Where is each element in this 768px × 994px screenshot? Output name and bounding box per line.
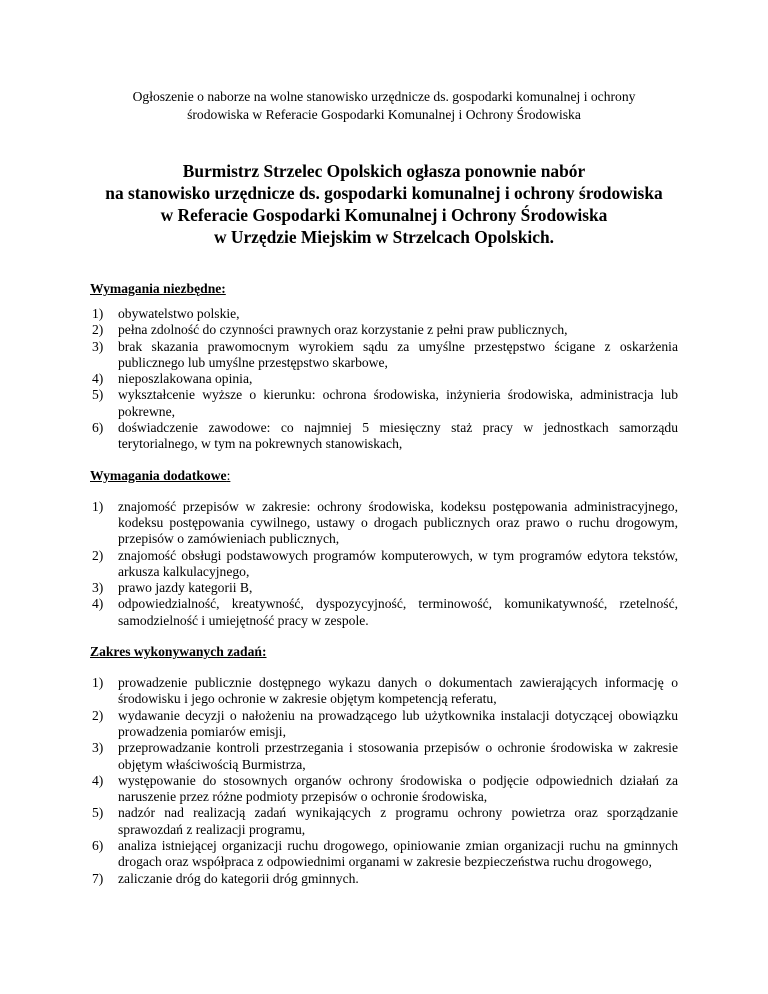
list-item: [90, 371, 678, 387]
list-item-text: wydawanie decyzji o nałożeniu na prowadzącego lub użytkownika instalacji dotyczącej obowiązku prowadzenia pomiarów emisji,: [118, 707, 678, 739]
list-item: [90, 387, 678, 420]
list-item: [90, 548, 678, 581]
main-title-line-1: Burmistrz Strzelec Opolskich ogłasza ponownie nabór: [182, 161, 586, 181]
list-item: [90, 708, 678, 741]
list-item-number: 6): [92, 838, 104, 854]
list-item: [90, 805, 678, 838]
announcement-heading: [78, 88, 690, 124]
list-item-number: 2): [92, 707, 104, 723]
list-item-number: 7): [92, 870, 104, 886]
announcement-heading-line-2: środowiska w Referacie Gospodarki Komunalnej i Ochrony Środowiska: [187, 107, 581, 122]
list-item: [90, 740, 678, 773]
list-item-text: obywatelstwo polskie,: [118, 306, 240, 321]
section-heading-additional: [90, 467, 678, 485]
section-heading-duties: [90, 643, 678, 661]
list-item-number: 3): [92, 740, 104, 756]
list-item: [90, 420, 678, 453]
section-heading-additional-colon: :: [226, 467, 231, 483]
list-item-text: występowanie do stosownych organów ochrony środowiska o podjęcie odpowiednich działań za naruszenie przez różne podmioty przepisów o ochronie środowiska,: [118, 772, 678, 805]
section-heading-additional-text: Wymagania dodatkowe: [90, 467, 227, 483]
list-item-number: 4): [92, 596, 104, 612]
list-item-text: doświadczenie zawodowe: co najmniej 5 miesięczny staż pracy w jednostkach samorządu terytorialnego, w tym na pokrewnych stanowiskach,: [118, 420, 678, 452]
list-item-text: zaliczanie dróg do kategorii dróg gminnych.: [118, 870, 359, 886]
list-item-text: nieposzlakowana opinia,: [118, 371, 253, 387]
list-item-text: znajomość przepisów w zakresie: ochrony środowiska, kodeksu postępowania administracyjnego, kodeksu postępowania cywilnego, ustawy o drogach publicznych oraz prawo o ruchu drogowym, przepisów o zamówieniach publicznych,: [118, 498, 678, 547]
list-item-number: 6): [92, 420, 104, 436]
main-title-line-2: na stanowisko urzędnicze ds. gospodarki komunalnej i ochrony środowiska: [105, 183, 663, 203]
list-item: [90, 675, 678, 708]
list-item-number: 4): [92, 371, 104, 387]
list-item: [90, 871, 678, 887]
list-item: [90, 773, 678, 806]
list-item: [90, 838, 678, 871]
announcement-heading-line-1: Ogłoszenie o naborze na wolne stanowisko urzędnicze ds. gospodarki komunalnej i ochrony: [132, 89, 636, 104]
section-heading-required-text: Wymagania niezbędne:: [90, 281, 226, 296]
list-item-number: 3): [92, 338, 104, 354]
list-item-text: przeprowadzanie kontroli przestrzegania i stosowania przepisów o ochronie środowiska w zakresie objętym właściwością Burmistrza,: [118, 740, 678, 772]
list-item: [90, 499, 678, 548]
duties-list: [90, 675, 678, 887]
list-item-number: 5): [92, 387, 104, 403]
list-item-text: prawo jazdy kategorii B,: [118, 580, 253, 596]
list-item-text: nadzór nad realizacją zadań wynikających z programu ochrony powietrza oraz sporządzanie sprawozdań z realizacji programu,: [118, 805, 678, 837]
main-title: [68, 160, 700, 248]
list-item-number: 2): [92, 547, 104, 563]
list-item-number: 4): [92, 772, 104, 788]
main-title-line-3: w Referacie Gospodarki Komunalnej i Ochrony Środowiska: [160, 205, 608, 225]
list-item-text: odpowiedzialność, kreatywność, dyspozycyjność, terminowość, komunikatywność, rzetelność, samodzielność i umiejętność pracy w zespole.: [118, 596, 678, 628]
list-item-text: pełna zdolność do czynności prawnych oraz korzystanie z pełni praw publicznych,: [118, 322, 568, 338]
list-item-number: 1): [92, 498, 104, 514]
required-list: [90, 306, 678, 453]
section-heading-duties-text: Zakres wykonywanych zadań:: [90, 644, 267, 660]
list-item: [90, 580, 678, 596]
list-item: [90, 339, 678, 372]
list-item-text: wykształcenie wyższe o kierunku: ochrona środowiska, inżynieria środowiska, administracja lub pokrewne,: [118, 387, 678, 419]
list-item: [90, 322, 678, 338]
list-item-text: brak skazania prawomocnym wyrokiem sądu za umyślne przestępstwo ścigane z oskarżenia publicznego lub umyślne przestępstwo skarbowe,: [118, 338, 678, 370]
main-title-line-4: w Urzędzie Miejskim w Strzelcach Opolskich.: [213, 227, 555, 247]
list-item-text: analiza istniejącej organizacji ruchu drogowego, opiniowanie zmian organizacji ruchu na gminnych drogach oraz współpraca z odpowiednimi organami w zakresie bezpieczeństwa ruchu drogowego,: [118, 838, 678, 870]
section-heading-required: [90, 280, 678, 298]
list-item-number: 5): [92, 805, 104, 821]
list-item-number: 3): [92, 580, 104, 596]
list-item-text: prowadzenie publicznie dostępnego wykazu danych o dokumentach zawierających informację o środowisku i jego ochronie w zakresie objętym kompetencją referatu,: [118, 675, 678, 707]
list-item: [90, 596, 678, 629]
additional-list: [90, 499, 678, 629]
list-item-number: 1): [92, 306, 104, 321]
list-item-number: 2): [92, 322, 104, 338]
list-item-text: znajomość obsługi podstawowych programów komputerowych, w tym programów edytora tekstów, arkusza kalkulacyjnego,: [118, 547, 678, 579]
list-item: [90, 306, 678, 322]
list-item-number: 1): [92, 675, 104, 691]
